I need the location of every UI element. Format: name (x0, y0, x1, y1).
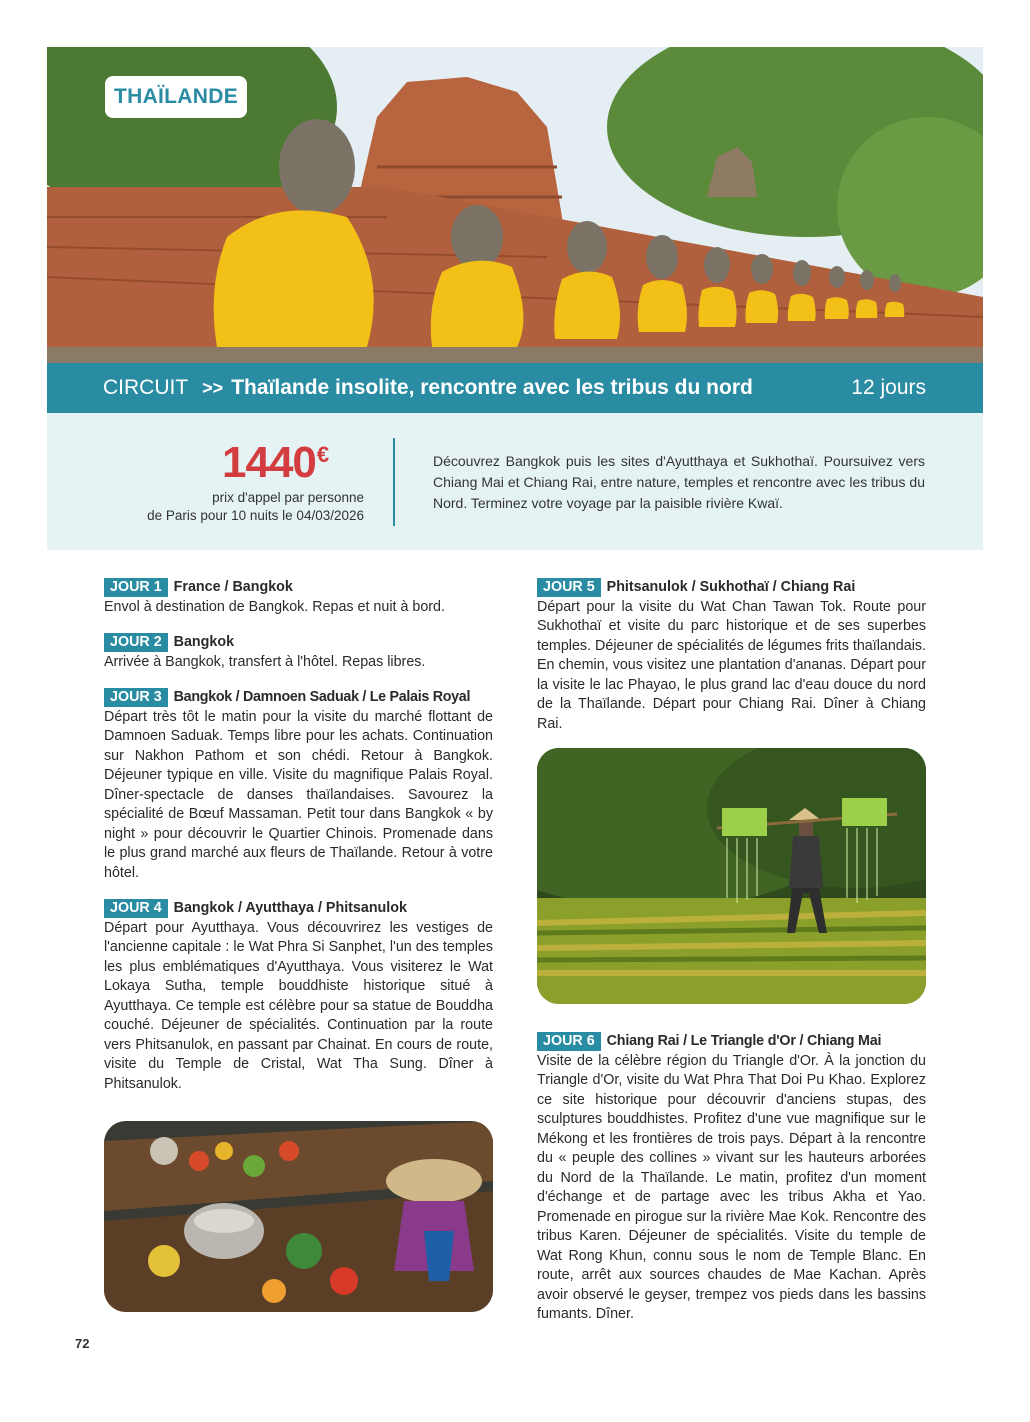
day-title: France / Bangkok (173, 579, 293, 595)
circuit-title-banner (47, 363, 983, 413)
day-4 (104, 899, 493, 1094)
day-description: Visite de la célèbre région du Triangle d'Or. À la jonction du Triangle d'Or, visite du Wat Phra That Doi Pu Khao. Explorez ce site historique pour découvrir d'anciens stupas, des sculptures bouddhistes. Profitez d'une vue magnifique sur le Mékong et les frontières de trois pays. Départ à la rencontre du « peuple des collines » vivant sur les hauteurs arborées du Nord de la Thaïlande. Le matin, profitez d'un moment d'échange et de partage avec les tribus Akha et Yao. Promenade en pirogue sur la rivière Mae Kok. Rencontre des tribus Karen. Déjeuner de spécialités. Visite du temple de Wat Rong Khun, connu sous le nom de Temple Blanc. En route, arrêt aux sources chaudes de Mae Kachan. Après avoir observé le geyser, trempez vos pieds dans les bassins fumants. Dîner. (537, 1052, 926, 1322)
price-note-line2: de Paris pour 10 nuits le 04/03/2026 (147, 508, 364, 523)
day-badge: JOUR 4 (104, 899, 168, 918)
itinerary-column-right (537, 578, 926, 750)
itinerary-column-left (104, 578, 493, 1110)
day-title: Bangkok (173, 634, 235, 650)
day-1 (104, 578, 493, 617)
day-6 (537, 1032, 926, 1325)
double-chevron-icon: >> (202, 377, 224, 398)
day-description: Départ très tôt le matin pour la visite du marché flottant de Damnoen Saduak. Temps libre pour les achats. Continuation sur Nakhon Pathom et son chédi. Retour à Bangkok. Déjeuner typique en ville. Visite du magnifique Palais Royal. Dîner-spectacle de danses thaïlandaises. Savourez la spécialité de Bœuf Massaman. Petit tour dans Bangkok « by night » pour découvrir le Quartier Chinois. Promenade dans le plus grand marché aux fleurs de Thaïlande. Retour à votre hôtel. (104, 708, 493, 881)
day-title: Phitsanulok / Sukhothaï / Chiang Rai (606, 579, 856, 595)
day-title: Bangkok / Damnoen Saduak / Le Palais Royal (173, 689, 471, 705)
price-note (100, 489, 364, 525)
day-description: Départ pour Ayutthaya. Vous découvrirez les vestiges de l'ancienne capitale : le Wat Phra Si Sanphet, l'un des temples les plus emblématiques d'Ayutthaya. Vous visiterez le Wat Lokaya Sutha, temple bouddhiste historique situé à Ayutthaya. Ce temple est célèbre pour sa statue de Bouddha couché. Déjeuner de spécialités. Continuation par la route vers Phitsanulok, en passant par Chainat. En cours de route, visite du Temple de Cristal, Wat Tha Sung. Dîner à Phitsanulok. (104, 919, 493, 1092)
day-title: Chiang Rai / Le Triangle d'Or / Chiang Mai (606, 1033, 882, 1049)
circuit-title: Thaïlande insolite, rencontre avec les tribus du nord (231, 376, 753, 399)
day-description: Envol à destination de Bangkok. Repas et nuit à bord. (104, 598, 445, 615)
day-2 (104, 633, 493, 672)
price-note-line1: prix d'appel par personne (212, 490, 364, 505)
itinerary-column-right-lower (537, 1032, 926, 1341)
day-badge: JOUR 3 (104, 688, 168, 707)
day-description: Départ pour la visite du Wat Chan Tawan Tok. Route pour Sukhothaï et visite du parc historique et de ses superbes temples. Déjeuner de spécialités de légumes frits thaïlandais. En chemin, vous visitez une plantation d'ananas. Départ pour la visite le lac Phayao, le plus grand lac d'eau douce du nord de la Thaïlande. Départ pour Chiang Rai. Dîner à Chiang Rai. (537, 598, 926, 732)
photo-rice-farmer (537, 748, 926, 1004)
day-badge: JOUR 5 (537, 578, 601, 597)
day-description: Arrivée à Bangkok, transfert à l'hôtel. Repas libres. (104, 653, 426, 670)
price-currency: € (316, 442, 329, 467)
circuit-intro: Découvrez Bangkok puis les sites d'Ayutthaya et Sukhothaï. Poursuivez vers Chiang Mai et Chiang Rai, entre nature, temples et rencontre avec les tribus du Nord. Terminez votre voyage par la paisible rivière Kwaï. (433, 453, 925, 511)
day-5 (537, 578, 926, 734)
day-badge: JOUR 1 (104, 578, 168, 597)
circuit-duration: 12 jours (851, 376, 926, 399)
day-badge: JOUR 6 (537, 1032, 601, 1051)
country-label: THAÏLANDE (113, 85, 239, 108)
category-label: CIRCUIT (103, 376, 189, 399)
page-number: 72 (75, 1336, 90, 1351)
vertical-divider (393, 438, 395, 526)
country-badge (105, 76, 247, 118)
day-3 (104, 688, 493, 883)
day-title: Bangkok / Ayutthaya / Phitsanulok (173, 900, 407, 916)
price-value: 1440 (222, 438, 316, 487)
photo-floating-market (104, 1121, 493, 1312)
day-badge: JOUR 2 (104, 633, 168, 652)
price-amount (222, 438, 328, 488)
